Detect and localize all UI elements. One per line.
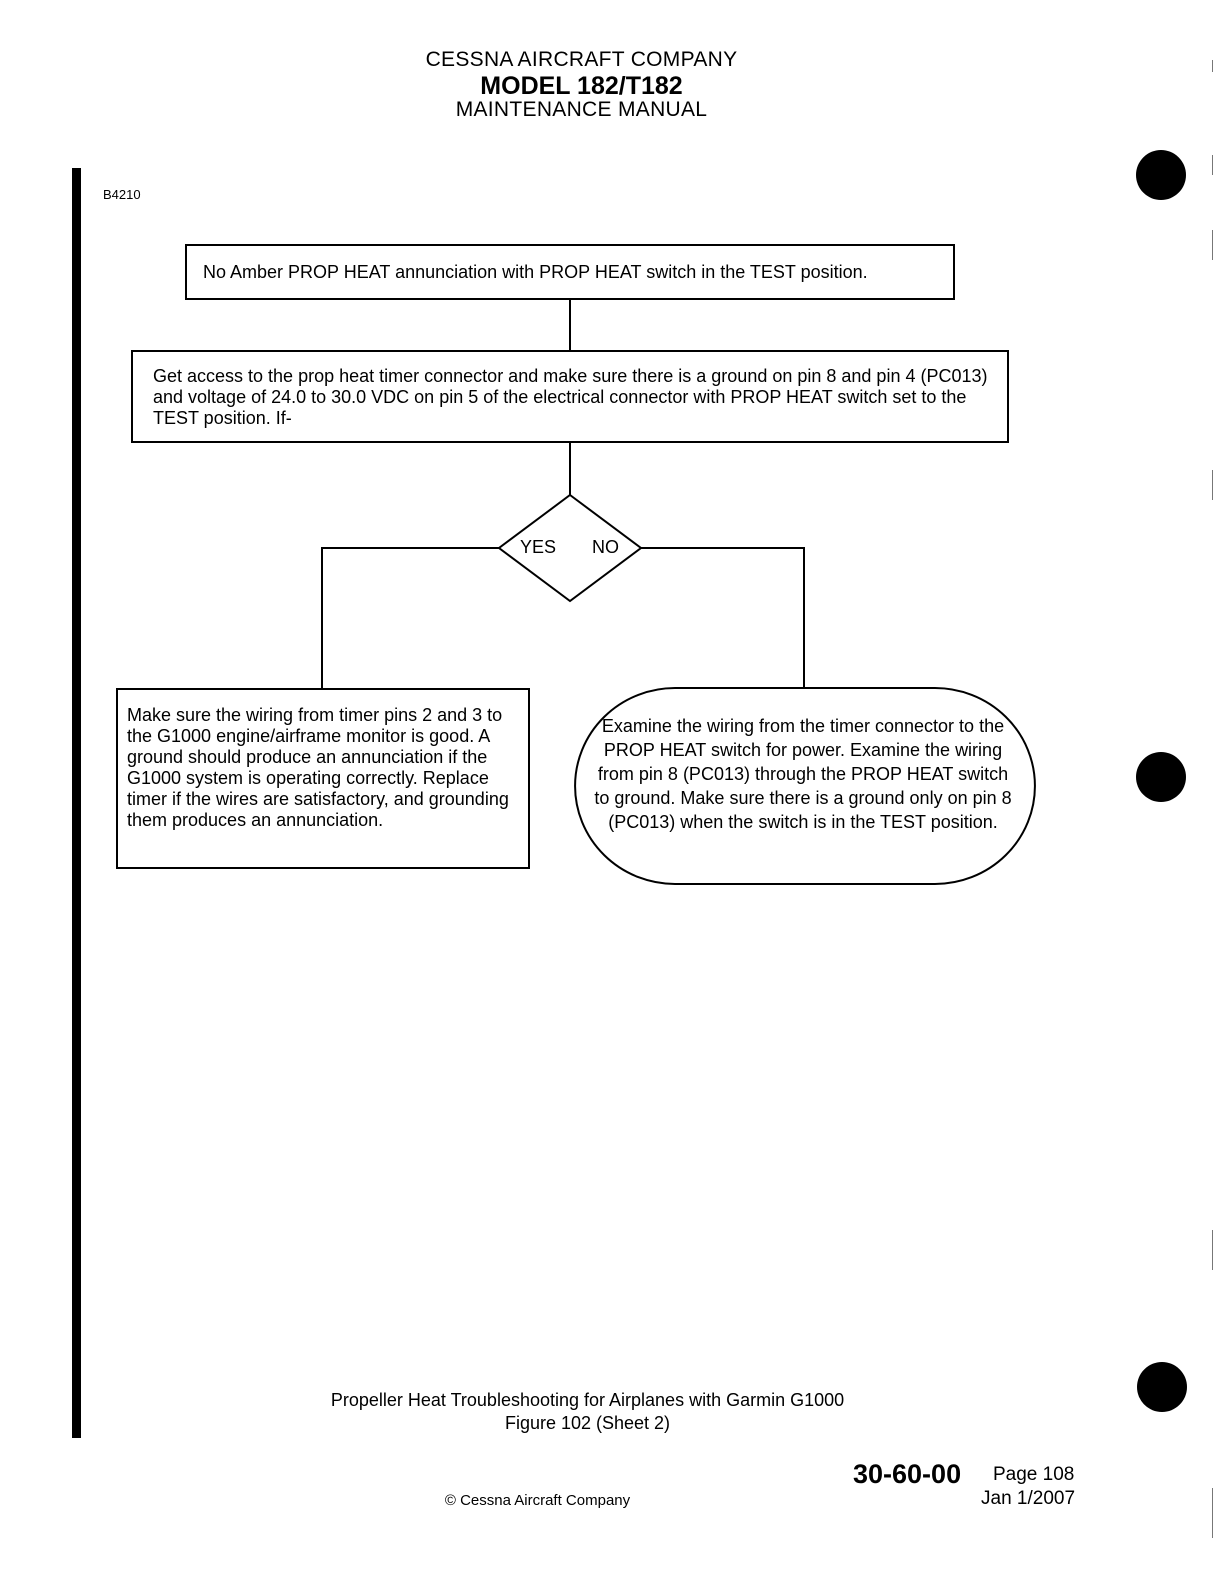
manual-title: MAINTENANCE MANUAL [455, 98, 708, 121]
yes-action-text: Make sure the wiring from timer pins 2 and 3 to the G1000 engine/airframe monitor is good. A ground should produce an annunciation if the G1000 system is operating correctly. Replace timer if the wires are satisfactory, and grounding them produces an annunciation. [127, 705, 509, 830]
no-branch-line [641, 548, 804, 688]
start-condition-box [185, 244, 955, 300]
figure-caption-number: Figure 102 (Sheet 2) [504, 1413, 671, 1433]
figure-id: B4210 [103, 187, 141, 202]
yes-action-box [116, 688, 530, 869]
decision-yes-label: YES [520, 537, 557, 557]
page-number: Page 108 [993, 1464, 1075, 1485]
check-step-box [131, 350, 1009, 443]
check-step-text: Get access to the prop heat timer connector and make sure there is a ground on pin 8 and pin 4 (PC013) and voltage of 24.0 to 30.0 VDC on pin 5 of the electrical connector with PROP HEAT switch set to the TEST position. If- [153, 366, 988, 428]
chapter-number: 30-60-00 [853, 1459, 962, 1489]
revision-date: Jan 1/2007 [981, 1488, 1076, 1509]
decision-no-label: NO [592, 537, 619, 557]
start-condition-text: No Amber PROP HEAT annunciation with PROP HEAT switch in the TEST position. [203, 261, 868, 282]
no-action-text: Examine the wiring from the timer connector to the PROP HEAT switch for power. Examine the wiring from pin 8 (PC013) through the PROP HEAT switch to ground. Make sure there is a ground only on pin 8 (PC013) when the switch is in the TEST position. [594, 716, 1012, 832]
figure-caption-title: Propeller Heat Troubleshooting for Airplanes with Garmin G1000 [330, 1390, 845, 1410]
copyright: © Cessna Aircraft Company [444, 1492, 631, 1509]
company-name: CESSNA AIRCRAFT COMPANY [425, 48, 738, 71]
model-title: MODEL 182/T182 [480, 72, 683, 100]
yes-branch-line [322, 548, 499, 688]
